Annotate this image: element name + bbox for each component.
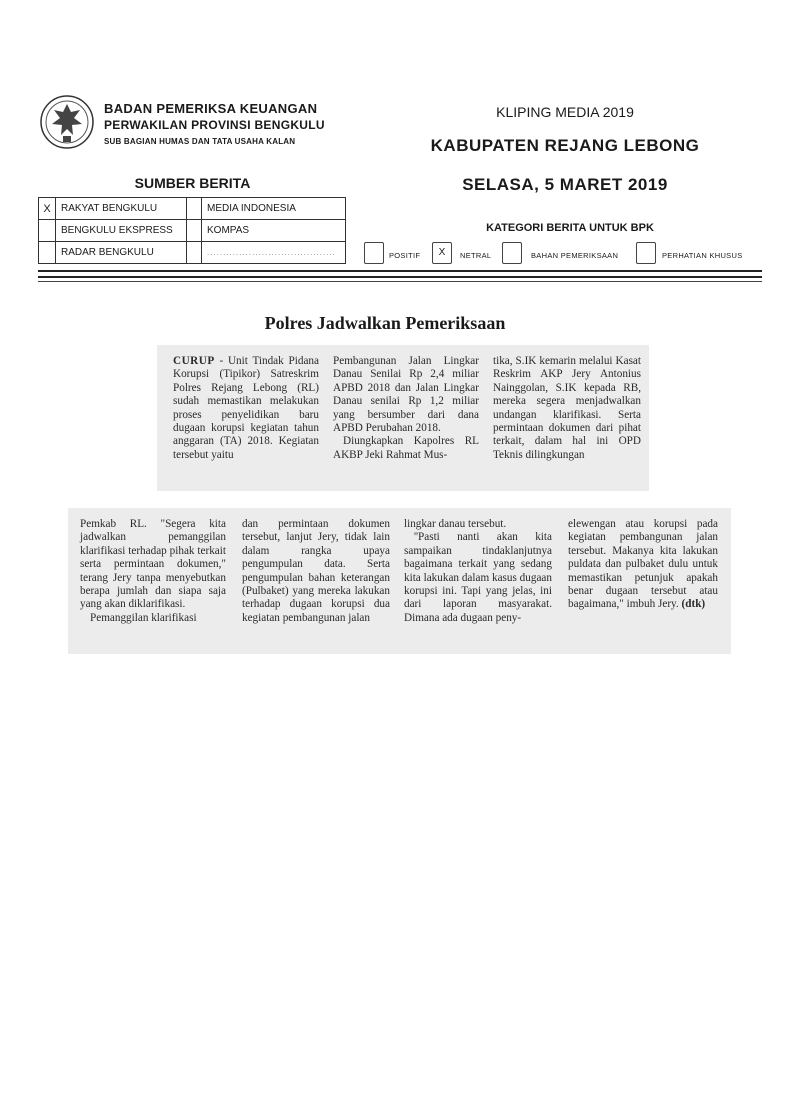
divider — [38, 276, 762, 278]
sumber-name: MEDIA INDONESIA — [202, 198, 346, 220]
article-column-3 — [493, 355, 641, 462]
sumber-row — [39, 242, 346, 264]
divider — [38, 270, 762, 272]
clipping-part-1 — [157, 345, 649, 491]
article-paragraph: Pemkab RL. "Segera kita jadwalkan pemanggilan klarifikasi terhadap pihak terkait serta permintaan dokumen," terang Jery tanpa menyebutkan berapa jumlah dan siapa saja yang akan diklarifikasi. — [80, 518, 226, 611]
divider — [38, 281, 762, 282]
sumber-row — [39, 198, 346, 220]
org-name-line1: BADAN PEMERIKSA KEUANGAN — [104, 101, 318, 116]
sumber-name: KOMPAS — [202, 220, 346, 242]
article-paragraph: ''Pasti nanti akan kita sampaikan tindaklanjutnya bagaimana terkait yang sedang kita lakukan dalam kasus dugaan korupsi ini. Tapi yang jelas, ini dari laporan masyarakat. Dimana ada dugaan peny- — [404, 531, 552, 624]
kabupaten-title: KABUPATEN REJANG LEBONG — [430, 136, 700, 155]
article-paragraph: Diungkapkan Kapolres RL AKBP Jeki Rahmat Mus- — [333, 435, 479, 461]
article-headline: Polres Jadwalkan Pemeriksaan — [264, 313, 506, 333]
checkbox-bahan-pemeriksaan — [502, 242, 522, 264]
kliping-title: KLIPING MEDIA 2019 — [496, 104, 634, 120]
sumber-mark — [187, 220, 202, 242]
article-paragraph: Pemanggilan klarifikasi — [90, 611, 197, 624]
article-paragraph: dan permintaan dokumen tersebut, lanjut Jery, tidak lain dalam rangka upaya pengumpulan data. Serta pengumpulan bahan keterangan (Pulbaket) yang mereka lakukan terhadap dugaan korupsi dua kegiatan pembangunan jalan — [242, 518, 390, 624]
sumber-mark — [187, 198, 202, 220]
article-column-7 — [568, 518, 718, 612]
sumber-mark — [39, 220, 56, 242]
sumber-berita-title: SUMBER BERITA — [134, 175, 251, 191]
article-paragraph: Pembangunan Jalan Lingkar Danau Senilai Rp 2,4 miliar APBD 2018 dan Jalan Lingkar Danau senilai Rp 1,2 miliar yang bersumber dari dana APBD Perubahan 2018. — [333, 355, 479, 435]
checkbox-positif — [364, 242, 384, 264]
article-column-2 — [333, 355, 479, 462]
sumber-mark — [39, 242, 56, 264]
sumber-name: RADAR BENGKULU — [56, 242, 187, 264]
article-paragraph: - Unit Tindak Pidana Korupsi (Tipikor) Satreskrim Polres Rejang Lebong (RL) sudah memastikan melakukan proses penyelidikan baru dugaan korupsi kegiatan tahun anggaran (TA) 2018. Kegiatan tersebut yaitu — [173, 355, 319, 461]
label-netral: NETRAL — [460, 251, 492, 260]
article-column-1 — [173, 355, 319, 462]
org-name-line2: PERWAKILAN PROVINSI BENGKULU — [104, 118, 325, 132]
sumber-name: BENGKULU EKSPRESS — [56, 220, 187, 242]
label-perhatian-khusus: PERHATIAN KHUSUS — [662, 251, 743, 260]
sumber-row — [39, 220, 346, 242]
label-bahan-pemeriksaan: BAHAN PEMERIKSAAN — [531, 251, 619, 260]
article-column-4 — [80, 518, 226, 625]
checkbox-netral: X — [432, 242, 452, 264]
checkbox-perhatian-khusus — [636, 242, 656, 264]
bpk-emblem-logo — [38, 92, 96, 154]
article-paragraph: tika, S.IK kemarin melalui Kasat Reskrim AKP Jery Antonius Nainggolan, S.IK kepada RB, mereka segera menjadwalkan undangan klarifikasi. Serta permintaan dokumen dari pihat terkait, dalam hal ini OPD Teknis dilingkungan — [493, 355, 641, 461]
label-positif: POSITIF — [389, 251, 421, 260]
date-title: SELASA, 5 MARET 2019 — [462, 175, 668, 194]
sumber-berita-table — [38, 197, 346, 264]
kategori-title: KATEGORI BERITA UNTUK BPK — [486, 222, 654, 234]
article-paragraph: elewengan atau korupsi pada kegiatan pembangunan jalan tersebut. Makanya kita lakukan puldata dan pulbaket dulu untuk memastikan petunjuk apakah benar dugaan tersebut atau bagaimana," imbuh Jery. — [568, 518, 718, 611]
sumber-mark — [187, 242, 202, 264]
sumber-name-blank: ........................................ — [202, 242, 346, 264]
article-signoff: (dtk) — [681, 598, 706, 611]
article-column-5 — [242, 518, 390, 625]
article-paragraph: lingkar danau tersebut. — [404, 518, 507, 530]
sumber-mark: X — [39, 198, 56, 220]
sumber-name: RAKYAT BENGKULU — [56, 198, 187, 220]
org-name-line3: SUB BAGIAN HUMAS DAN TATA USAHA KALAN — [104, 137, 296, 146]
article-dateline: CURUP — [173, 355, 215, 367]
article-column-6 — [404, 518, 552, 625]
clipping-part-2 — [68, 508, 731, 654]
